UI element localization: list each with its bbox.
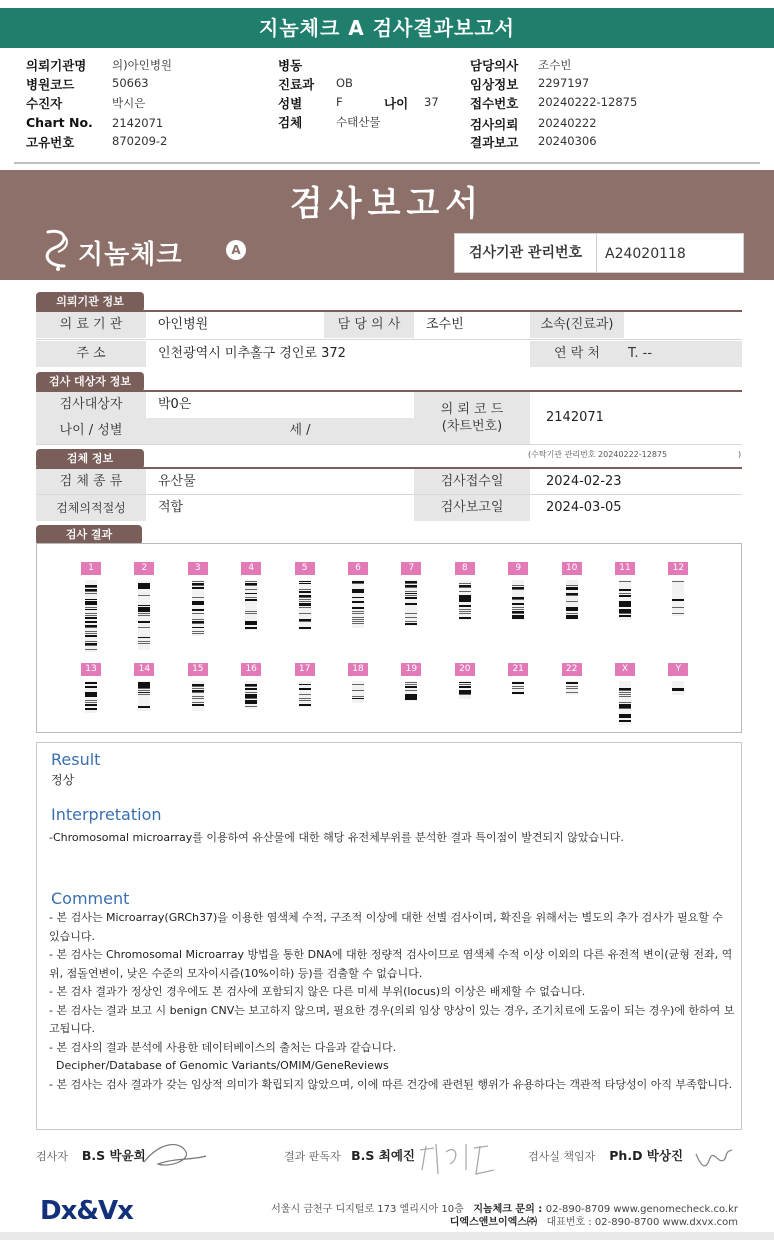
unique-no-value: 870209-2 xyxy=(112,134,168,148)
subject-age-label: 나이 / 성별 xyxy=(36,418,146,444)
request-code-label-line1: 의 뢰 코 드 xyxy=(440,402,504,417)
chromosome-ideogram xyxy=(298,681,312,707)
tester-signature-mark xyxy=(140,1138,210,1172)
chromosome-label: 6 xyxy=(348,562,368,575)
chromosome-label: 13 xyxy=(81,663,101,676)
chromosome-ideogram xyxy=(244,681,258,709)
chromosome-ideogram xyxy=(618,580,632,620)
outsourcing-note-close: ) xyxy=(738,450,742,459)
chromosome-11 xyxy=(605,562,645,620)
chief-signature xyxy=(528,1146,683,1164)
subject-age-value: 세 / xyxy=(146,418,414,444)
footer-address: 서울시 금천구 디지털로 173 엘리시아 10층 xyxy=(271,1204,464,1215)
received-date-label: 검사접수일 xyxy=(414,469,530,495)
subject-name-value: 박0은 xyxy=(146,392,414,418)
comment-item: - 본 검사는 검사 결과가 갖는 임상적 의미가 확립되지 않았으며, 이에 따른 건강에 관련된 행위가 유용하다는 객관적 타당성이 아직 부족합니다. xyxy=(49,1077,733,1091)
chromosome-7 xyxy=(391,562,431,626)
chromosome-label: 21 xyxy=(508,663,528,676)
tester-signature xyxy=(36,1146,146,1164)
institution-label: 의뢰기관명 xyxy=(26,58,87,73)
chromosome-label: 18 xyxy=(348,663,368,676)
specimen-type-value: 유산물 xyxy=(146,469,414,495)
comment-item: - 본 검사는 Microarray(GRCh37)을 이용한 염색체 수적, 구조적 이상에 대한 선별 검사이며, 확진을 위해서는 별도의 추가 검사가 필요할 수 있습니다. xyxy=(49,911,723,943)
chromosome-y xyxy=(658,663,698,695)
interpretation-text: -Chromosomal microarray를 이용하여 유산물에 대한 해당 유전체부위를 분석한 결과 특이점이 발견되지 않았습니다. xyxy=(49,831,624,844)
chromosome-label: 16 xyxy=(241,663,261,676)
chromosome-ideogram xyxy=(565,580,579,620)
footer-strip xyxy=(0,1232,774,1240)
sex-label: 성별 xyxy=(278,96,303,111)
interpretation-heading: Interpretation xyxy=(51,805,162,824)
chromosome-label: 17 xyxy=(295,663,315,676)
comment-item: - 본 검사는 Chromosomal Microarray 방법을 통한 DNA에 대한 정량적 검사이므로 염색체 수적 이상 이외의 다른 유전적 변이(균형 전좌, 역위, 점돌연변이, 낮은 수준의 모자이시즘(10%이하) 등)를 검출할 수 없습니다. xyxy=(49,948,733,980)
specimen-fit-value: 적합 xyxy=(146,495,414,521)
chromosome-12 xyxy=(658,562,698,616)
management-number-label: 검사기관 관리번호 xyxy=(455,234,597,272)
chromosome-label: 4 xyxy=(241,562,261,575)
chromosome-ideogram xyxy=(298,580,312,630)
chromosome-ideogram xyxy=(191,681,205,711)
report-title-bar: 지놈체크 A 검사결과보고서 xyxy=(0,8,774,48)
contact-label: 연 락 처 xyxy=(530,341,624,367)
logo-badge: A xyxy=(226,240,246,260)
result-text: 정상 xyxy=(51,773,75,787)
reader-signature-mark xyxy=(416,1140,500,1180)
report-date-value: 2024-03-05 xyxy=(530,495,742,521)
specimen-fit-label: 검체의적절성 xyxy=(36,495,146,521)
chromosome-18 xyxy=(338,663,378,703)
chromosome-ideogram xyxy=(511,580,525,620)
chromosome-22 xyxy=(552,663,592,695)
reader-signature xyxy=(284,1146,415,1164)
report-date-label: 검사보고일 xyxy=(414,495,530,521)
comment-item: - 본 검사 결과가 정상인 경우에도 본 검사에 포함되지 않은 다른 미세 부위(locus)의 이상은 배제할 수 없습니다. xyxy=(49,985,586,998)
chief-label: 검사실 책임자 xyxy=(528,1150,596,1163)
chromosome-label: 3 xyxy=(188,562,208,575)
doctor-cell-label: 담 당 의 사 xyxy=(324,312,414,338)
chromosome-9 xyxy=(498,562,538,620)
management-number-value: A24020118 xyxy=(605,246,686,262)
comment-list xyxy=(49,909,735,1094)
section-results-pill: 검사 결과 xyxy=(36,525,142,545)
chromosome-1 xyxy=(71,562,111,652)
comment-heading: Comment xyxy=(51,889,130,908)
footer-line-2 xyxy=(450,1213,738,1228)
chromosome-label: 7 xyxy=(401,562,421,575)
doctor-value: 조수빈 xyxy=(538,58,572,72)
dna-swirl-icon xyxy=(40,226,74,272)
chromosome-ideogram xyxy=(351,580,365,628)
subject-name-label: 검사대상자 xyxy=(36,392,146,418)
findings-box xyxy=(36,742,742,1130)
chromosome-ideogram xyxy=(84,580,98,652)
section-specimen-pill: 검체 정보 xyxy=(36,449,144,469)
chromosome-17 xyxy=(285,663,325,707)
chromosome-ideogram xyxy=(351,681,365,703)
chromosome-ideogram xyxy=(671,580,685,616)
address-value: 인천광역시 미추홀구 경인로 372 xyxy=(146,341,530,367)
management-number-box xyxy=(454,233,744,273)
chromosome-16 xyxy=(231,663,271,709)
ward-label: 병동 xyxy=(278,58,303,73)
chromosome-ideogram xyxy=(404,580,418,626)
chromosome-label: 15 xyxy=(188,663,208,676)
chromosome-21 xyxy=(498,663,538,695)
result-date-value: 20240306 xyxy=(538,134,597,148)
chief-signature-mark xyxy=(694,1146,734,1172)
section-subject-pill: 검사 대상자 정보 xyxy=(36,372,144,392)
receipt-value: 20240222-12875 xyxy=(538,95,638,109)
chromosome-15 xyxy=(178,663,218,711)
chromosome-x xyxy=(605,663,645,725)
chromosome-label: 5 xyxy=(295,562,315,575)
chromosome-label: 9 xyxy=(508,562,528,575)
patient-value: 박시은 xyxy=(112,96,146,110)
report-title: 검사보고서 xyxy=(289,184,485,224)
age-label: 나이 xyxy=(384,96,409,111)
contact-value: T. -- xyxy=(624,341,742,367)
specimen-label: 검체 xyxy=(278,115,303,130)
reader-name: B.S 최예진 xyxy=(351,1148,415,1163)
comment-item: - 본 검사의 결과 분석에 사용한 데이터베이스의 출처는 다음과 같습니다. xyxy=(49,1040,397,1054)
chart-no-label: Chart No. xyxy=(26,115,93,130)
request-code-label-line2: (차트번호) xyxy=(441,419,503,434)
chromosome-ideogram xyxy=(244,580,258,630)
tester-name: B.S 박윤희 xyxy=(81,1148,146,1163)
result-heading: Result xyxy=(51,750,101,769)
chromosome-label: 8 xyxy=(455,562,475,575)
footer-org-1: 지놈체크 문의 : xyxy=(473,1204,546,1215)
doctor-label: 담당의사 xyxy=(470,58,519,73)
received-date-value: 2024-02-23 xyxy=(530,469,742,495)
chromosome-ideogram xyxy=(404,681,418,701)
row-divider xyxy=(36,444,742,445)
chromosome-ideogram xyxy=(565,681,579,695)
request-code-value: 2142071 xyxy=(530,392,742,444)
chromosome-label: 10 xyxy=(562,562,582,575)
chromosome-ideogram xyxy=(137,580,151,650)
dept-label: 진료과 xyxy=(278,77,315,92)
chromosome-label: 2 xyxy=(134,562,154,575)
institution-value: 의)아인병원 xyxy=(112,58,173,72)
doctor-cell-value: 조수빈 xyxy=(414,312,530,338)
chromosome-ideogram xyxy=(84,681,98,713)
clinical-value: 2297197 xyxy=(538,76,590,90)
outsourcing-note: (수탁기관 관리번호 20240222-12875 xyxy=(528,450,668,459)
karyogram-panel xyxy=(36,543,742,733)
footer-contact-2: 대표번호 : 02-890-8700 www.dxvx.com xyxy=(546,1217,738,1228)
address-label: 주 소 xyxy=(36,341,146,367)
dxvx-logo: Dx&Vx xyxy=(40,1196,133,1226)
chromosome-label: 19 xyxy=(401,663,421,676)
chromosome-5 xyxy=(285,562,325,630)
chromosome-20 xyxy=(445,663,485,699)
chromosome-10 xyxy=(552,562,592,620)
chromosome-19 xyxy=(391,663,431,701)
tester-label: 검사자 xyxy=(36,1150,68,1163)
patient-label: 수진자 xyxy=(26,96,63,111)
header-divider xyxy=(14,162,760,164)
chromosome-ideogram xyxy=(137,681,151,711)
dept-value: OB xyxy=(336,76,353,90)
row-divider xyxy=(36,339,742,340)
age-value: 37 xyxy=(424,95,439,109)
specimen-type-label: 검 체 종 류 xyxy=(36,469,146,495)
receipt-label: 접수번호 xyxy=(470,96,519,111)
inst-label: 의 료 기 관 xyxy=(36,312,146,338)
inst-value: 아인병원 xyxy=(146,312,324,338)
chief-name: Ph.D 박상진 xyxy=(609,1148,684,1163)
chromosome-13 xyxy=(71,663,111,713)
clinical-label: 임상정보 xyxy=(470,77,519,92)
chromosome-3 xyxy=(178,562,218,636)
chromosome-ideogram xyxy=(671,681,685,695)
chromosome-4 xyxy=(231,562,271,630)
chromosome-14 xyxy=(124,663,164,711)
chromosome-ideogram xyxy=(458,580,472,620)
unique-no-label: 고유번호 xyxy=(26,135,75,150)
chromosome-ideogram xyxy=(458,681,472,699)
dept-cell-label: 소속(진료과) xyxy=(530,312,624,338)
result-date-label: 결과보고 xyxy=(470,135,519,150)
header-meta xyxy=(0,52,774,152)
footer-contact-1: 02-890-8709 www.genomecheck.co.kr xyxy=(545,1204,738,1215)
chromosome-label: 22 xyxy=(562,663,582,676)
hospital-code-label: 병원코드 xyxy=(26,77,75,92)
chromosome-6 xyxy=(338,562,378,628)
request-code-label xyxy=(414,392,530,444)
chromosome-ideogram xyxy=(511,681,525,695)
request-value: 20240222 xyxy=(538,116,597,130)
chromosome-label: 12 xyxy=(668,562,688,575)
hospital-code-value: 50663 xyxy=(112,76,149,90)
comment-item: - 본 검사는 결과 보고 시 benign CNV는 보고하지 않으며, 필요한 경우(의뢰 임상 양상이 있는 경우, 조기치료에 도움이 되는 경우)에 한하여 보고됩니다. xyxy=(49,1003,735,1035)
request-label: 검사의뢰 xyxy=(470,117,519,132)
sex-value: F xyxy=(336,95,343,109)
reader-label: 결과 판독자 xyxy=(284,1150,341,1163)
chromosome-label: Y xyxy=(668,663,688,676)
chromosome-2 xyxy=(124,562,164,650)
chromosome-label: 1 xyxy=(81,562,101,575)
comment-item: Decipher/Database of Genomic Variants/OMIM/GeneReviews xyxy=(49,1059,389,1072)
chromosome-ideogram xyxy=(191,580,205,636)
chromosome-label: 11 xyxy=(615,562,635,575)
chromosome-label: 14 xyxy=(134,663,154,676)
chromosome-8 xyxy=(445,562,485,620)
logo-text: 지놈체크 xyxy=(78,240,183,270)
chromosome-label: 20 xyxy=(455,663,475,676)
specimen-value: 수태산물 xyxy=(336,115,381,129)
section-institution-pill: 의뢰기관 정보 xyxy=(36,292,144,312)
chromosome-ideogram xyxy=(618,681,632,725)
chromosome-label: X xyxy=(615,663,635,676)
footer-org-2: 디엑스앤브이엑스㈜ xyxy=(449,1217,537,1228)
chart-no-value: 2142071 xyxy=(112,116,164,130)
